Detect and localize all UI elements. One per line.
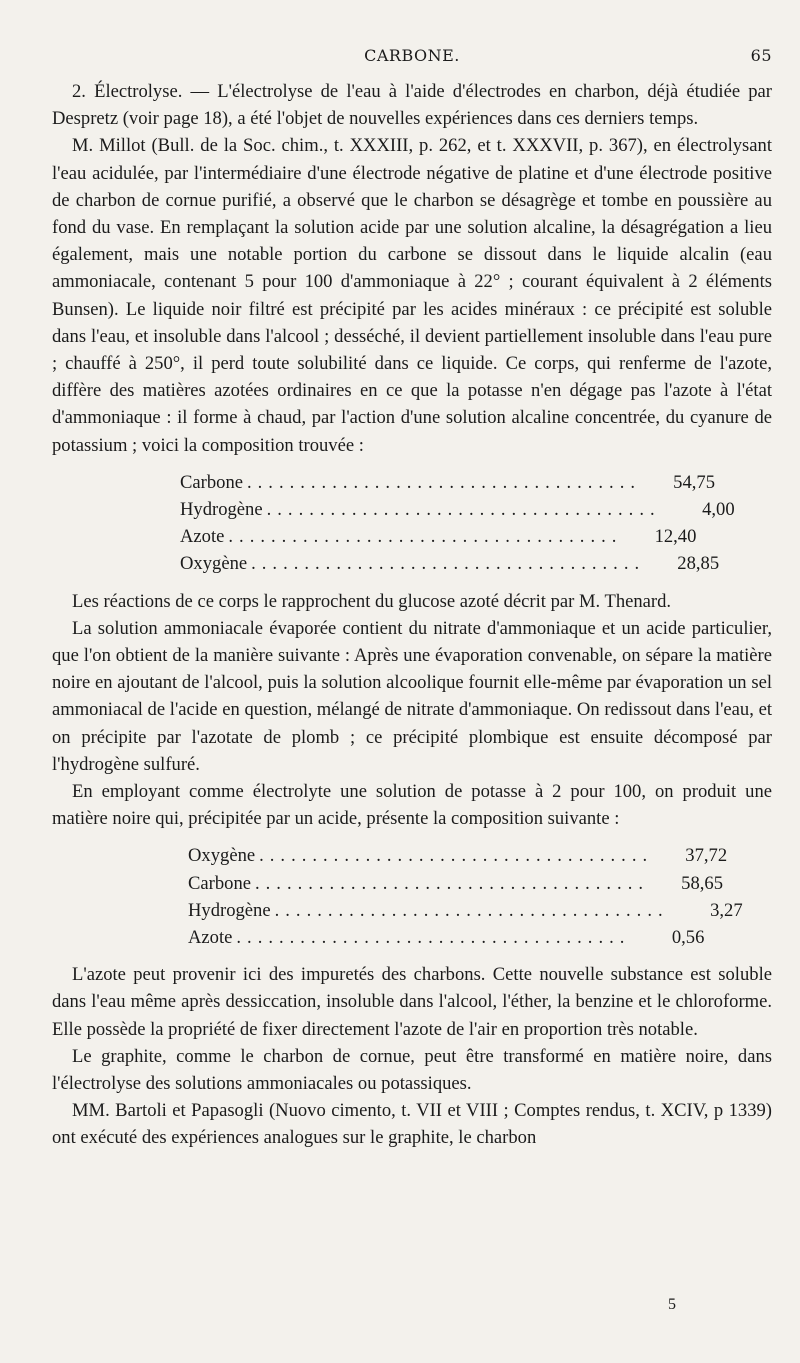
paragraph-graphite: Le graphite, comme le charbon de cornue, peut être transformé en matière noire, dans l'électrolyse des solutions ammoniacales ou potassiques. <box>52 1045 772 1094</box>
element-value: 4,00 <box>702 499 735 521</box>
element-label: Hydrogène <box>188 899 271 921</box>
element-value: 3,27 <box>710 899 743 921</box>
leader-dots: ..................................... <box>247 471 641 493</box>
element-label: Carbone <box>180 471 243 493</box>
paragraph-ammoniacal-solution: La solution ammoniacale évaporée contient du nitrate d'ammoniaque et un acide particulier, que l'on obtient de la manière suivante : Après une évaporation convenable, on sépare la matière noire en ajoutant de l'alcool, puis la solution alcoolique fournit elle-même par évaporation un sel ammoniacal de l'acide en question, mélangé de nitrate d'ammoniaque. On redissout dans l'eau, et on précipite par l'azotate de plomb ; ce précipité plombique est ensuite décomposé par l'hydrogène sulfuré. <box>52 617 772 775</box>
element-value: 28,85 <box>677 553 720 575</box>
composition-row <box>180 496 735 523</box>
paragraph-bartoli: MM. Bartoli et Papasogli (Nuovo cimento, t. VII et VIII ; Comptes rendus, t. XCIV, p 1339) ont exécuté des expériences analogues sur le graphite, le charbon <box>52 1100 772 1149</box>
composition-row <box>188 842 728 869</box>
element-label: Hydrogène <box>180 499 263 521</box>
leader-dots: ..................................... <box>236 926 631 948</box>
running-head <box>52 46 772 70</box>
element-value: 0,56 <box>671 926 705 948</box>
paragraph-reactions: Les réactions de ce corps le rapprochent du glucose azoté décrit par M. Thenard. <box>72 590 672 612</box>
composition-row <box>188 870 723 897</box>
paragraph-millot: M. Millot (Bull. de la Soc. chim., t. XXXIII, p. 262, et t. XXXVII, p. 367), en électrolysant l'eau acidulée, par l'intermédiaire d'une électrode négative de platine et d'une électrode positive de charbon de cornue purifié, a observé que le charbon se désagrège et tombe en poussière au fond du vase. En remplaçant la solution acide par une solution alcaline, la désagrégation a lieu également, mais une notable portion du carbone se dissout dans le liquide alcalin (eau ammoniacale, contenant 5 pour 100 d'ammoniaque à 22° ; courant équivalent à 2 éléments Bunsen). Le liquide noir filtré est précipité par les acides minéraux : ce précipité est soluble dans l'eau, et insoluble dans l'alcool ; desséché, il devient partiellement insoluble dans l'eau pure ; chauffé à 250°, il perd toute solubilité dans ce liquide. Ce corps, qui renferme de l'azote, diffère des matières azotées ordinaires en ce que la potasse n'en dégage pas l'azote à l'état d'ammoniaque : il forme à chaud, par l'action d'une solution alcaline concentrée, du cyanure de potassium ; voici la composition trouvée : <box>52 135 772 456</box>
page-body <box>52 78 772 1152</box>
leader-dots: ..................................... <box>266 499 661 521</box>
composition-table-2 <box>188 842 743 951</box>
paragraph-azote-impuretes: L'azote peut provenir ici des impuretés des charbons. Cette nouvelle substance est soluble dans l'eau même après dessiccation, insoluble dans l'alcool, l'éther, la benzine et le chloroforme. Elle possède la propriété de fixer directement l'azote de l'air en proportion très notable. <box>52 964 772 1040</box>
composition-row <box>188 897 743 924</box>
element-label: Azote <box>188 926 233 948</box>
element-label: Oxygène <box>180 553 248 575</box>
element-label: Oxygène <box>188 845 256 867</box>
signature-mark: 5 <box>668 1296 676 1313</box>
composition-row <box>180 550 720 577</box>
paragraph-potasse: En employant comme électrolyte une solution de potasse à 2 pour 100, on produit une matière noire qui, précipitée par un acide, présente la composition suivante : <box>52 781 772 830</box>
element-value: 12,40 <box>654 526 697 548</box>
leader-dots: ..................................... <box>274 899 669 921</box>
composition-row <box>180 469 715 496</box>
leader-dots: ..................................... <box>255 872 649 894</box>
leader-dots: ..................................... <box>228 526 623 548</box>
composition-row <box>180 523 697 550</box>
element-label: Carbone <box>188 872 251 894</box>
element-label: Azote <box>180 526 225 548</box>
leader-dots: ..................................... <box>251 553 646 575</box>
element-value: 54,75 <box>673 471 715 493</box>
paragraph-electrolyse: 2. Électrolyse. — L'électrolyse de l'eau à l'aide d'électrodes en charbon, déjà étudiée par Despretz (voir page 18), a été l'objet de nouvelles expériences dans ces derniers temps. <box>52 81 772 130</box>
element-value: 37,72 <box>685 845 728 867</box>
element-value: 58,65 <box>681 872 723 894</box>
page-number: 65 <box>750 46 772 65</box>
composition-row <box>188 924 705 951</box>
composition-table-1 <box>180 469 735 578</box>
leader-dots: ..................................... <box>259 845 654 867</box>
running-head-title: CARBONE. <box>364 46 460 65</box>
